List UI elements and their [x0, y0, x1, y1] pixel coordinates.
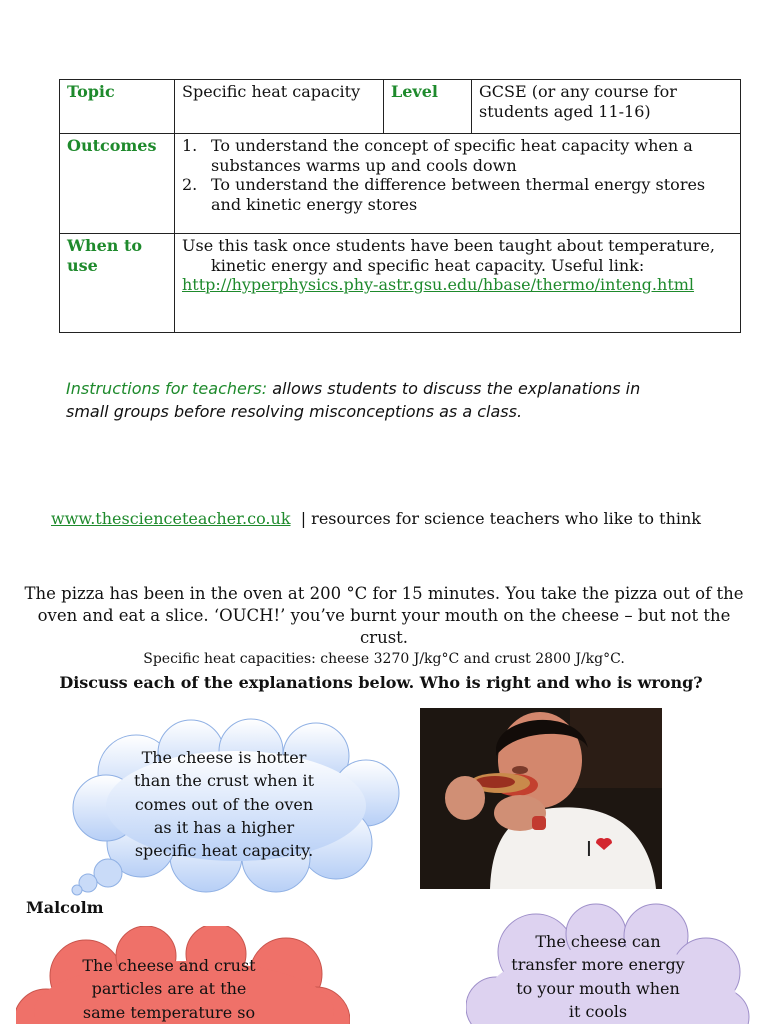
when-to-use-label: When to use [60, 234, 175, 333]
website-tagline: | resources for science teachers who like to think [290, 509, 701, 528]
instructions-lead: Instructions for teachers: [66, 379, 268, 398]
teacher-instructions [66, 377, 686, 423]
when-to-use-cell [175, 234, 741, 333]
specific-heat-data: Specific heat capacities: cheese 3270 J/kg°C and crust 2800 J/kg°C. [143, 651, 625, 667]
cloud-text-blue: The cheese is hotter than the crust when it comes out of the oven as it has a higher specific heat capacity. [134, 748, 314, 861]
outcome-item [182, 136, 733, 175]
svg-text:I: I [586, 837, 592, 861]
cloud-text-red: The cheese and crust particles are at the same temperature so [82, 956, 256, 1022]
outcome-number: 1. [182, 136, 198, 155]
person-eating-pizza-photo [420, 708, 662, 889]
outcomes-row [60, 134, 741, 234]
outcome-item [182, 175, 733, 214]
outcome-text: To understand the concept of specific heat capacity when a substances warms up and cools down [211, 136, 693, 175]
topic-row [60, 80, 741, 134]
topic-label: Topic [60, 80, 175, 134]
topic-value: Specific heat capacity [175, 80, 384, 134]
instructions-text: allows students to discuss the explanations in small groups before resolving misconceptions as a class. [66, 379, 641, 421]
outcomes-cell [175, 134, 741, 234]
when-to-use-text: Use this task once students have been taught about temperature, kinetic energy and specific heat capacity. Useful link: [182, 236, 715, 275]
discussion-question: Discuss each of the explanations below. Who is right and who is wrong? [59, 673, 703, 692]
pizza-scenario [14, 583, 754, 669]
outcomes-label: Outcomes [60, 134, 175, 234]
outcomes-list [182, 136, 733, 214]
level-value: GCSE (or any course for students aged 11-16) [472, 80, 741, 134]
level-label: Level [384, 80, 472, 134]
outcome-text: To understand the difference between thermal energy stores and kinetic energy stores [211, 175, 706, 214]
website-line [51, 509, 701, 528]
lesson-info-table [59, 79, 741, 333]
useful-link[interactable]: http://hyperphysics.phy-astr.gsu.edu/hbase/thermo/inteng.html [182, 275, 695, 294]
speaker-name: Malcolm [26, 898, 104, 917]
website-link[interactable]: www.thescienceteacher.co.uk [51, 509, 291, 528]
cloud-text-lavender: The cheese can transfer more energy to your mouth when it cools [511, 932, 685, 1021]
outcome-number: 2. [182, 175, 198, 194]
scenario-text: The pizza has been in the oven at 200 °C for 15 minutes. You take the pizza out of the oven and eat a slice. ‘OUCH!’ you’ve burnt your mouth on the cheese – but not the crust. [24, 584, 744, 647]
when-to-use-row [60, 234, 741, 333]
